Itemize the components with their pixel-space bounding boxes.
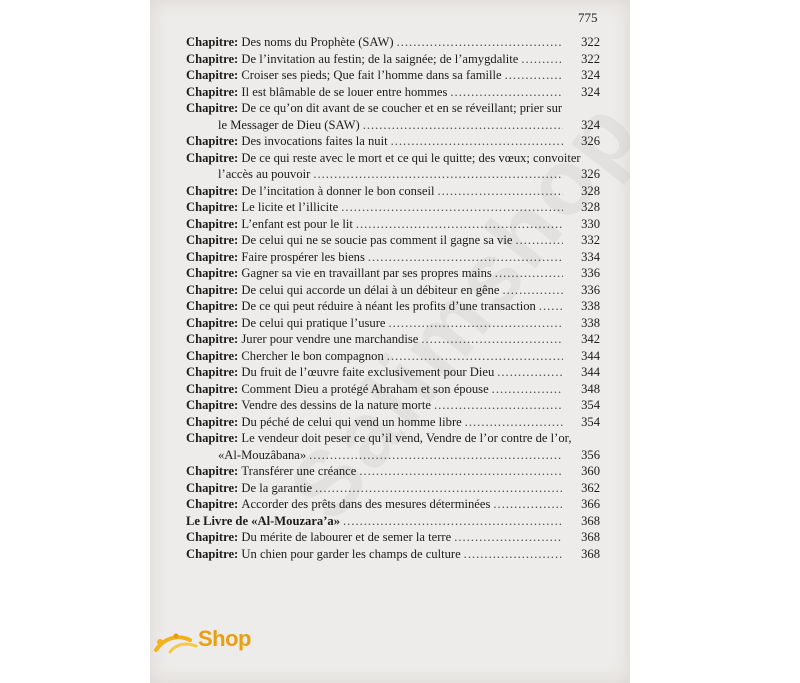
- chapter-label: Chapitre:: [186, 266, 239, 280]
- entry-page-number: 334: [581, 249, 600, 264]
- chapter-label: Chapitre:: [186, 299, 239, 313]
- entry-page-number: 328: [581, 183, 600, 198]
- toc-entry: [186, 133, 600, 150]
- chapter-label: Chapitre:: [186, 546, 239, 561]
- dot-leader: [356, 216, 563, 233]
- chapter-label: Chapitre:: [186, 68, 239, 82]
- page-number: 775: [578, 10, 598, 25]
- entry-title: Comment Dieu a protégé Abraham et son épouse: [241, 381, 489, 396]
- chapter-label: Chapitre:: [186, 249, 239, 264]
- entry-title: Jurer pour vendre une marchandise: [241, 332, 419, 346]
- dot-leader: [450, 84, 563, 101]
- toc-entry: [186, 84, 600, 101]
- dot-leader: [492, 381, 563, 398]
- shop-logo: [150, 618, 270, 668]
- dot-leader: [315, 480, 563, 497]
- toc-entry: [186, 216, 600, 233]
- toc-entry: [186, 381, 600, 398]
- entry-page-number: 332: [581, 233, 600, 247]
- entry-page-number: 324: [581, 84, 600, 99]
- entry-page-number: 330: [581, 216, 600, 231]
- dot-leader: [454, 529, 563, 546]
- entry-title: De l’invitation au festin; de la saignée; de l’amygdalite: [241, 51, 519, 66]
- toc-entry: [186, 397, 600, 414]
- chapter-label: Chapitre:: [186, 51, 239, 66]
- chapter-label: Chapitre:: [186, 480, 239, 495]
- toc-entry: [186, 298, 600, 315]
- entry-title: Transférer une créance: [241, 464, 357, 478]
- entry-title: Des invocations faites la nuit: [241, 134, 388, 148]
- entry-page-number: 356: [581, 447, 600, 462]
- entry-title: De ce qu’on dit avant de se coucher et en se réveillant; prier sur: [241, 101, 563, 115]
- dot-leader: [359, 463, 563, 480]
- chapter-label: Chapitre:: [186, 431, 239, 445]
- entry-title: Accorder des prêts dans des mesures déterminées: [241, 497, 491, 511]
- entry-page-number: 324: [581, 117, 600, 132]
- toc-entry: [186, 463, 600, 480]
- toc-entry: [186, 315, 600, 332]
- toc-entry: [186, 199, 600, 216]
- chapter-label: Chapitre:: [186, 497, 239, 511]
- dot-leader: [388, 315, 563, 332]
- entry-title: Du fruit de l’œuvre faite exclusivement pour Dieu: [241, 365, 495, 379]
- entry-page-number: 354: [581, 414, 600, 429]
- chapter-label: Chapitre:: [186, 414, 239, 429]
- toc-entry: [186, 249, 600, 266]
- entry-title: De celui qui pratique l’usure: [241, 315, 386, 330]
- entry-page-number: 368: [581, 530, 600, 544]
- chapter-label: Chapitre:: [186, 134, 239, 148]
- toc-entry: [186, 67, 600, 84]
- table-of-contents: [186, 34, 600, 562]
- chapter-label: Chapitre:: [186, 150, 239, 165]
- dot-leader: [313, 166, 563, 183]
- toc-entry: [186, 430, 600, 463]
- entry-title: Vendre des dessins de la nature morte: [241, 398, 431, 412]
- dot-leader: [387, 348, 563, 365]
- entry-page-number: 368: [581, 513, 600, 528]
- entry-title: Chercher le bon compagnon: [241, 348, 384, 363]
- entry-page-number: 344: [581, 365, 600, 379]
- entry-page-number: 366: [581, 497, 600, 511]
- entry-title: De l’incitation à donner le bon conseil: [241, 183, 435, 198]
- entry-page-number: 336: [581, 282, 600, 297]
- entry-page-number: 348: [581, 381, 600, 396]
- entry-page-number: 326: [581, 167, 600, 181]
- dot-leader: [505, 67, 563, 84]
- chapter-label: Chapitre:: [186, 530, 239, 544]
- entry-title: De la garantie: [241, 480, 313, 495]
- dot-leader: [309, 447, 563, 464]
- entry-title: Gagner sa vie en travaillant par ses propres mains: [241, 266, 492, 280]
- chapter-label: Le Livre de «Al-Mouzara’a»: [186, 513, 341, 528]
- entry-title: Des noms du Prophète (SAW): [241, 35, 394, 49]
- toc-entry: [186, 265, 600, 282]
- toc-entry: [186, 496, 600, 513]
- dot-leader: [493, 496, 563, 513]
- entry-title: l’accès au pouvoir: [218, 167, 311, 181]
- toc-entry: [186, 51, 600, 68]
- entry-title: Du péché de celui qui vend un homme libre: [241, 414, 462, 429]
- toc-entry: [186, 100, 600, 133]
- dot-leader: [341, 199, 563, 216]
- chapter-label: Chapitre:: [186, 35, 239, 49]
- entry-page-number: 336: [581, 266, 600, 280]
- toc-entry: [186, 331, 600, 348]
- entry-page-number: 338: [581, 315, 600, 330]
- chapter-label: Chapitre:: [186, 101, 239, 115]
- dot-leader: [343, 513, 563, 530]
- chapter-label: Chapitre:: [186, 183, 239, 198]
- dot-leader: [497, 364, 563, 381]
- toc-entry: [186, 364, 600, 381]
- chapter-label: Chapitre:: [186, 398, 239, 412]
- dot-leader: [397, 34, 563, 51]
- toc-entry: [186, 183, 600, 200]
- dot-leader: [515, 232, 563, 249]
- entry-title: «Al-Mouzâbana»: [218, 447, 307, 462]
- dot-leader: [464, 546, 563, 563]
- toc-entry: [186, 513, 600, 530]
- entry-title: De ce qui reste avec le mort et ce qui le quitte; des vœux; convoiter: [241, 150, 581, 165]
- dot-leader: [421, 331, 563, 348]
- entry-title: Croiser ses pieds; Que fait l’homme dans sa famille: [241, 68, 502, 82]
- entry-title: le Messager de Dieu (SAW): [218, 117, 360, 132]
- chapter-label: Chapitre:: [186, 84, 239, 99]
- toc-entry: [186, 480, 600, 497]
- dot-leader: [391, 133, 563, 150]
- entry-title: Il est blâmable de se louer entre hommes: [241, 84, 448, 99]
- entry-title: De ce qui peut réduire à néant les profits d’une transaction: [241, 299, 536, 313]
- entry-title: De celui qui accorde un délai à un débiteur en gêne: [241, 282, 500, 297]
- entry-page-number: 324: [581, 68, 600, 82]
- chapter-label: Chapitre:: [186, 315, 239, 330]
- entry-title: De celui qui ne se soucie pas comment il gagne sa vie: [241, 233, 513, 247]
- entry-page-number: 322: [581, 51, 600, 66]
- entry-title: Du mérite de labourer et de semer la terre: [241, 530, 452, 544]
- chapter-label: Chapitre:: [186, 332, 239, 346]
- dot-leader: [368, 249, 563, 266]
- entry-title: Un chien pour garder les champs de culture: [241, 546, 461, 561]
- chapter-label: Chapitre:: [186, 233, 239, 247]
- toc-entry: [186, 529, 600, 546]
- entry-title: Le vendeur doit peser ce qu’il vend, Vendre de l’or contre de l’or,: [241, 431, 572, 445]
- entry-page-number: 362: [581, 480, 600, 495]
- chapter-label: Chapitre:: [186, 365, 239, 379]
- chapter-label: Chapitre:: [186, 200, 239, 214]
- toc-entry: [186, 546, 600, 563]
- dot-leader: [521, 51, 563, 68]
- toc-entry: [186, 348, 600, 365]
- entry-page-number: 342: [581, 332, 600, 346]
- entry-page-number: 326: [581, 134, 600, 148]
- entry-title: Faire prospérer les biens: [241, 249, 365, 264]
- entry-page-number: 322: [581, 35, 600, 49]
- entry-title: L’enfant est pour le lit: [241, 216, 353, 231]
- chapter-label: Chapitre:: [186, 348, 239, 363]
- entry-page-number: 328: [581, 200, 600, 214]
- dot-leader: [539, 298, 563, 315]
- chapter-label: Chapitre:: [186, 282, 239, 297]
- dot-leader: [495, 265, 563, 282]
- toc-entry: [186, 414, 600, 431]
- logo-text: Shop: [198, 626, 251, 651]
- chapter-label: Chapitre:: [186, 216, 239, 231]
- entry-page-number: 338: [581, 299, 600, 313]
- dot-leader: [437, 183, 563, 200]
- dot-leader: [502, 282, 563, 299]
- chapter-label: Chapitre:: [186, 464, 239, 478]
- toc-entry: [186, 150, 600, 183]
- toc-entry: [186, 282, 600, 299]
- chapter-label: Chapitre:: [186, 381, 239, 396]
- entry-page-number: 354: [581, 398, 600, 412]
- dot-leader: [465, 414, 563, 431]
- entry-page-number: 368: [581, 546, 600, 561]
- toc-entry: [186, 34, 600, 51]
- entry-page-number: 360: [581, 464, 600, 478]
- dot-leader: [434, 397, 563, 414]
- entry-page-number: 344: [581, 348, 600, 363]
- dot-leader: [363, 117, 563, 134]
- toc-entry: [186, 232, 600, 249]
- entry-title: Le licite et l’illicite: [241, 200, 339, 214]
